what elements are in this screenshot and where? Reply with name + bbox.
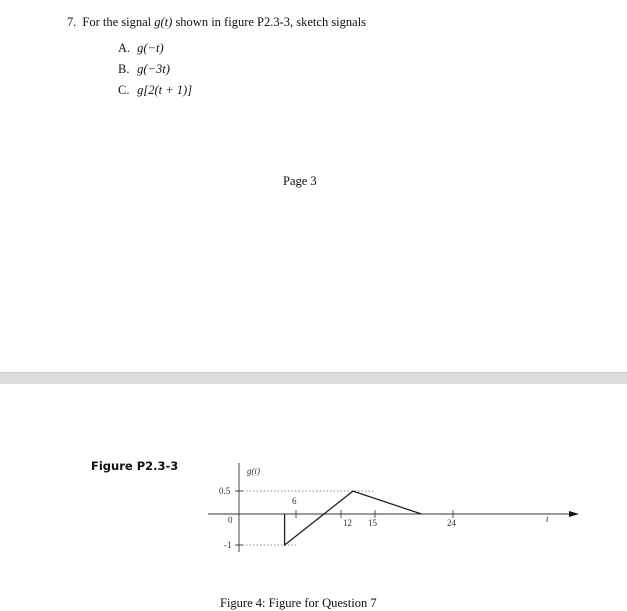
item-a: A. g(−t) <box>118 41 164 55</box>
signal-line <box>285 491 422 545</box>
y-tick-minus-one: -1 <box>224 540 232 550</box>
x-axis-arrow-icon <box>569 511 579 517</box>
x-tick-12: 12 <box>343 518 352 528</box>
question-number: 7. <box>67 15 77 29</box>
x-tick-24: 24 <box>447 518 456 528</box>
x-tick-15: 15 <box>368 518 377 528</box>
y-tick-half: 0.5 <box>219 486 231 496</box>
question-text-start: For the signal <box>82 15 155 29</box>
item-b: B. g(−3t) <box>118 62 170 76</box>
figure-caption: Figure 4: Figure for Question 7 <box>220 596 377 610</box>
signal-name: g(t) <box>154 15 173 29</box>
item-c: C. g[2(t + 1)] <box>118 83 193 97</box>
question-text-end: shown in figure P2.3-3, sketch signals <box>172 15 367 29</box>
y-tick-zero: 0 <box>228 515 233 525</box>
page-number: Page 3 <box>283 174 317 188</box>
figure-label: Figure P2.3-3 <box>91 459 179 473</box>
y-axis-label: g(t) <box>247 466 260 476</box>
x-tick-6: 6 <box>292 496 297 506</box>
x-axis-label: t <box>546 514 549 524</box>
